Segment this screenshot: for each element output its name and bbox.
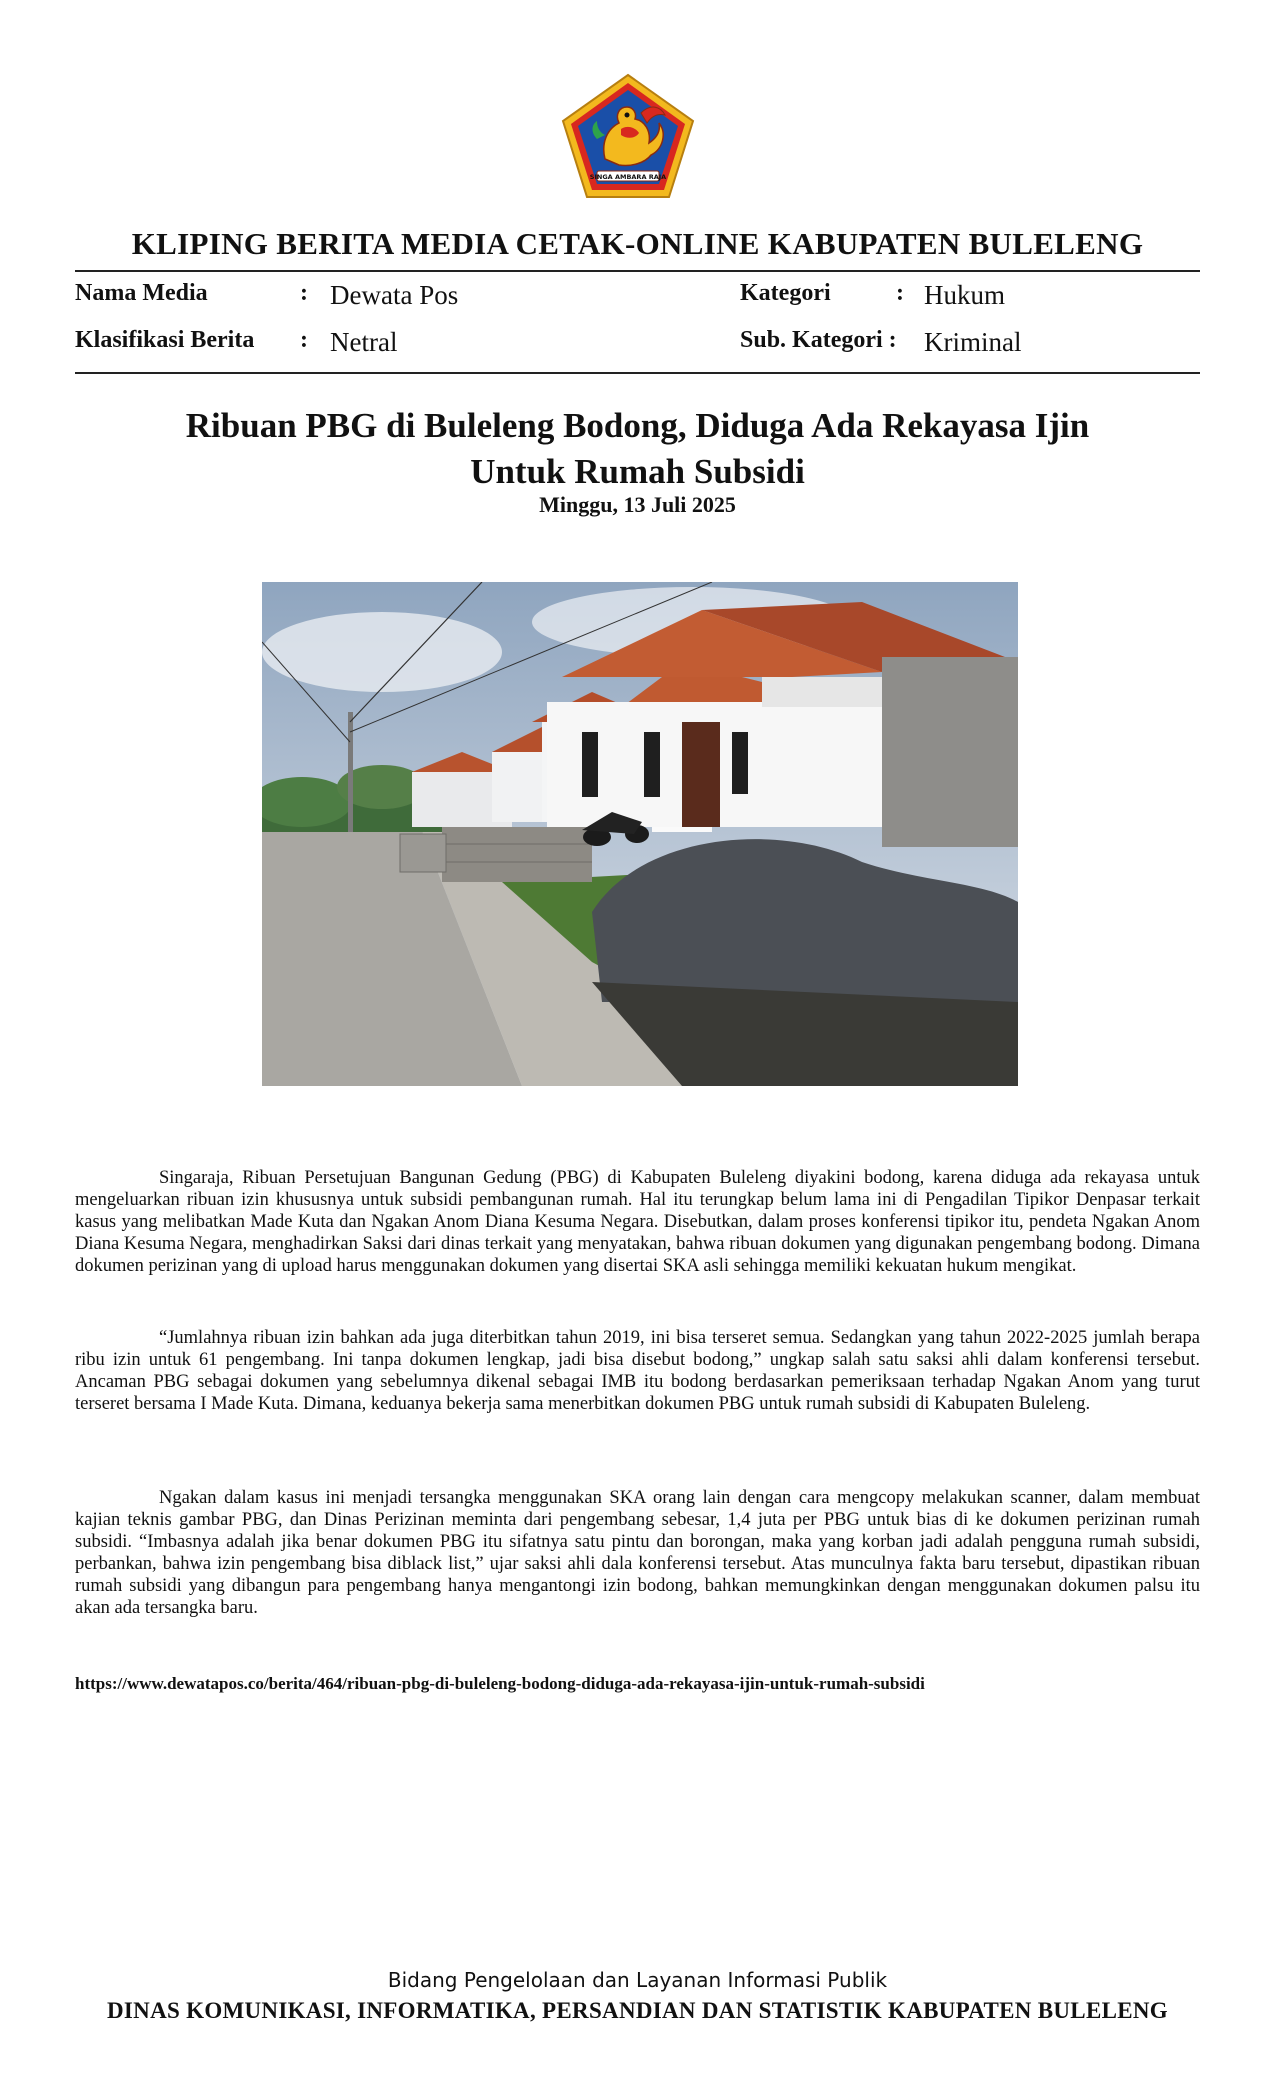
kategori-value: Hukum [924,280,1005,310]
headline-line-1: Ribuan PBG di Buleleng Bodong, Diduga Ada Rekayasa Ijin [185,406,1090,445]
klasifikasi-label: Klasifikasi Berita [75,327,255,353]
sub-kategori-value: Kriminal [924,327,1022,357]
nama-media-colon: : [300,280,308,306]
body-paragraph-2: “Jumlahnya ribuan izin bahkan ada juga diterbitkan tahun 2019, ini bisa terseret semua. Sedangkan yang tahun 2022-2025 jumlah berapa ribu izin untuk 61 pengembang. Ini tanpa dokumen lengkap, jadi bisa disebut bodong,” ungkap salah satu saksi ahli dalam konferensi tersebut. Ancaman PBG sebagai dokumen yang sebelumnya dikenal sebagai IMB itu bodong berdasarkan pemeriksaan terhadap Ngakan Anom yang turut terseret bersama I Made Kuta. Dimana, keduanya bekerja sama menerbitkan dokumen PBG untuk rumah subsidi di Kabupaten Buleleng. [75,1328,1200,1414]
body-paragraph-3: Ngakan dalam kasus ini menjadi tersangka menggunakan SKA orang lain dengan cara mengcopy melakukan scanner, dalam membuat kajian teknis gambar PBG, dan Dinas Perizinan meminta dari pengembang sebesar, 1,4 juta per PBG untuk bias di ke dokumen perizinan rumah subsidi. “Imbasnya adalah jika benar dokumen PBG itu sifatnya satu pintu dan borongan, maka yang korban jadi adalah pengguna rumah subsidi, perbankan, bahwa izin pengembang bisa diblack list,” ujar saksi ahli dala konferensi tersebut. Atas munculnya fakta baru tersebut, dipastikan ribuan rumah subsidi yang dibangun para pengembang hanya mengantongi izin bodong, bahkan memungkinkan dengan menggunakan dokumen palsu itu akan ada tersangka baru. [75,1488,1200,1618]
footer-agency: DINAS KOMUNIKASI, INFORMATIKA, PERSANDIAN DAN STATISTIK KABUPATEN BULELENG [107,1998,1168,2023]
logo-motto-text: SINGA AMBARA RAJA [589,173,667,181]
source-url-link[interactable]: https://www.dewatapos.co/berita/464/ribuan-pbg-di-buleleng-bodong-diduga-ada-rekayasa-ijin-untuk-rumah-subsidi [75,1674,925,1693]
kategori-label: Kategori [740,280,831,306]
sub-kategori-label: Sub. Kategori : [740,327,897,353]
article-headline [100,403,1175,495]
document-title: KLIPING BERITA MEDIA CETAK-ONLINE KABUPATEN BULELENG [131,226,1144,261]
footer-department: Bidang Pengelolaan dan Layanan Informasi Publik [387,1968,888,1992]
article-body [75,1167,1200,1277]
article-date: Minggu, 13 Juli 2025 [539,492,736,517]
nama-media-value: Dewata Pos [330,280,459,310]
headline-line-2: Untuk Rumah Subsidi [470,452,805,491]
article-body-2 [75,1327,1200,1415]
bottom-divider [75,372,1200,374]
buleleng-emblem-logo [561,73,695,199]
top-divider [75,270,1200,272]
klasifikasi-colon: : [300,327,308,353]
kategori-colon: : [896,280,904,306]
article-photo-houses [262,582,1018,1086]
klasifikasi-value: Netral [330,327,398,357]
body-paragraph-1: Singaraja, Ribuan Persetujuan Bangunan Gedung (PBG) di Kabupaten Buleleng diyakini bodong, karena diduga ada rekayasa untuk mengeluarkan ribuan izin khususnya untuk subsidi pembangunan rumah. Hal itu terungkap belum lama ini di Pengadilan Tipikor Denpasar terkait kasus yang melibatkan Made Kuta dan Ngakan Anom Diana Kesuma Negara. Disebutkan, dalam proses konferensi tipikor itu, pendeta Ngakan Anom Diana Kesuma Negara, menghadirkan Saksi dari dinas terkait yang menyatakan, bahwa ribuan dokumen yang digunakan pengembang bodong. Dimana dokumen perizinan yang di upload harus menggunakan dokumen yang disertai SKA asli sehingga memiliki kekuatan hukum mengikat. [75,1168,1200,1276]
article-body-3 [75,1487,1200,1619]
nama-media-label: Nama Media [75,280,208,306]
